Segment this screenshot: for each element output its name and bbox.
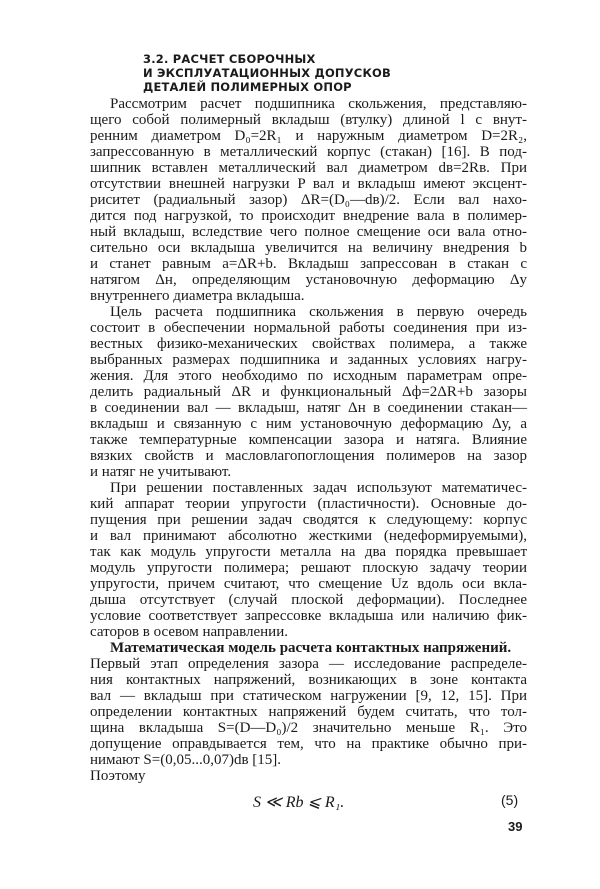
text-line: Рассмотрим расчет подшипника скольжения, представляю- — [110, 96, 527, 112]
text-line: щина вкладыша S=(D—D₀)/2 значительно меньше R₁. Это — [90, 720, 527, 736]
equation-text: S ≪ Rb ⩽ R₁. — [253, 794, 345, 811]
paragraph — [90, 768, 527, 784]
text-line: щего собой полимерный вкладыш (втулку) длиной l с внут- — [90, 112, 527, 128]
text-line: натягом Δн, определяющим установочную деформацию Δу — [90, 272, 527, 288]
text-line: ренним диаметром D₀=2R₁ и наружным диаметром D=2R₂, — [90, 128, 527, 144]
paragraph — [90, 304, 527, 480]
text-line: состоит в обеспечении нормальной работы соединения при из- — [90, 320, 527, 336]
heading-line: ДЕТАЛЕЙ ПОЛИМЕРНЫХ ОПОР — [143, 80, 352, 94]
page-number: 39 — [508, 819, 523, 834]
text-line: дыша отсутствует (случай плоской деформации). Последнее — [90, 592, 527, 608]
text-line: Цель расчета подшипника скольжения в первую очередь — [110, 304, 527, 320]
paragraph — [90, 656, 527, 768]
text-line: ния контактных напряжений, возникающих в зоне контакта — [90, 672, 527, 688]
text-line: Математическая модель расчета контактных напряжений. — [110, 640, 512, 656]
text-line: пущения при решении задач сводятся к следующему: корпус — [90, 512, 527, 528]
text-line: Поэтому — [90, 768, 146, 784]
equation-number: (5) — [501, 792, 519, 808]
text-line: нимают S=(0,05...0,07)dв [15]. — [90, 752, 282, 768]
text-line: сительно оси вкладыша увеличится на величину внедрения b — [90, 240, 527, 256]
text-line: условие соответствует запрессовке вкладыша или наличию фик- — [90, 608, 527, 624]
text-line: в соединении вал — вкладыш, натяг Δн в соединении стакан— — [90, 400, 527, 416]
text-line: упругости, причем считают, что смещение Uz вдоль оси вкла- — [90, 576, 527, 592]
subsection-heading-paragraph — [90, 640, 527, 656]
text-line: риситет (радиальный зазор) ΔR=(D₀—dв)/2. Если вал нахо- — [90, 192, 527, 208]
text-line: кий аппарат теории упругости (пластичности). Основные до- — [90, 496, 527, 512]
equation-5 — [0, 792, 600, 810]
text-line: дится под нагрузкой, то происходит внедрение вала в полимер- — [90, 208, 527, 224]
text-line: вал — вкладыш при статическом нагружении [9, 12, 15]. При — [90, 688, 527, 704]
body-text — [90, 96, 527, 784]
text-line: ный вкладыш, вследствие чего полное смещение оси вала отно- — [90, 224, 527, 240]
text-line: вкладыш и связанную с ним установочную деформацию Δу, а — [90, 416, 527, 432]
text-line: выбранных размерах подшипника и заданных условиях нагру- — [90, 352, 527, 368]
text-line: модуль упругости полимера; решают плоскую задачу теории — [90, 560, 527, 576]
heading-line: 3.2. РАСЧЕТ СБОРОЧНЫХ — [143, 52, 316, 66]
text-line: При решении поставленных задач используют математичес- — [110, 480, 527, 496]
text-line: так как модуль упругости металла на два порядка превышает — [90, 544, 527, 560]
text-line: и вал принимают абсолютно жесткими (недеформируемыми), — [90, 528, 527, 544]
heading-line: И ЭКСПЛУАТАЦИОННЫХ ДОПУСКОВ — [143, 66, 391, 80]
text-line: запрессованную в металлический корпус (стакан) [16]. В под- — [90, 144, 527, 160]
text-line: внутреннего диаметра вкладыша. — [90, 288, 305, 304]
section-heading — [143, 52, 391, 94]
text-line: жения. Для этого необходимо по исходным параметрам опре- — [90, 368, 527, 384]
text-line: шипник вставлен металлический вал диаметром dв=2Rв. При — [90, 160, 527, 176]
text-line: вязких свойств и масловлагопоглощения полимеров на зазор — [90, 448, 527, 464]
text-line: отсутствии внешней нагрузки P вал и вкладыш имеют эксцент- — [90, 176, 527, 192]
text-line: также температурные компенсации зазора и натяга. Влияние — [90, 432, 527, 448]
text-line: и натяг не учитывают. — [90, 464, 232, 480]
text-line: делить радиальный ΔR и функциональный Δф=2ΔR+b зазоры — [90, 384, 527, 400]
text-line: определении контактных напряжений будем считать, что тол- — [90, 704, 527, 720]
text-line: Первый этап определения зазора — исследование распределе- — [90, 656, 527, 672]
text-line: вестных физико-механических свойствах полимера, а также — [90, 336, 527, 352]
paragraph — [90, 480, 527, 640]
text-line: и станет равным a=ΔR+b. Вкладыш запрессован в стакан с — [90, 256, 527, 272]
paragraph — [90, 96, 527, 304]
text-line: саторов в осевом направлении. — [90, 624, 288, 640]
text-line: допущение оправдывается тем, что на практике обычно при- — [90, 736, 527, 752]
